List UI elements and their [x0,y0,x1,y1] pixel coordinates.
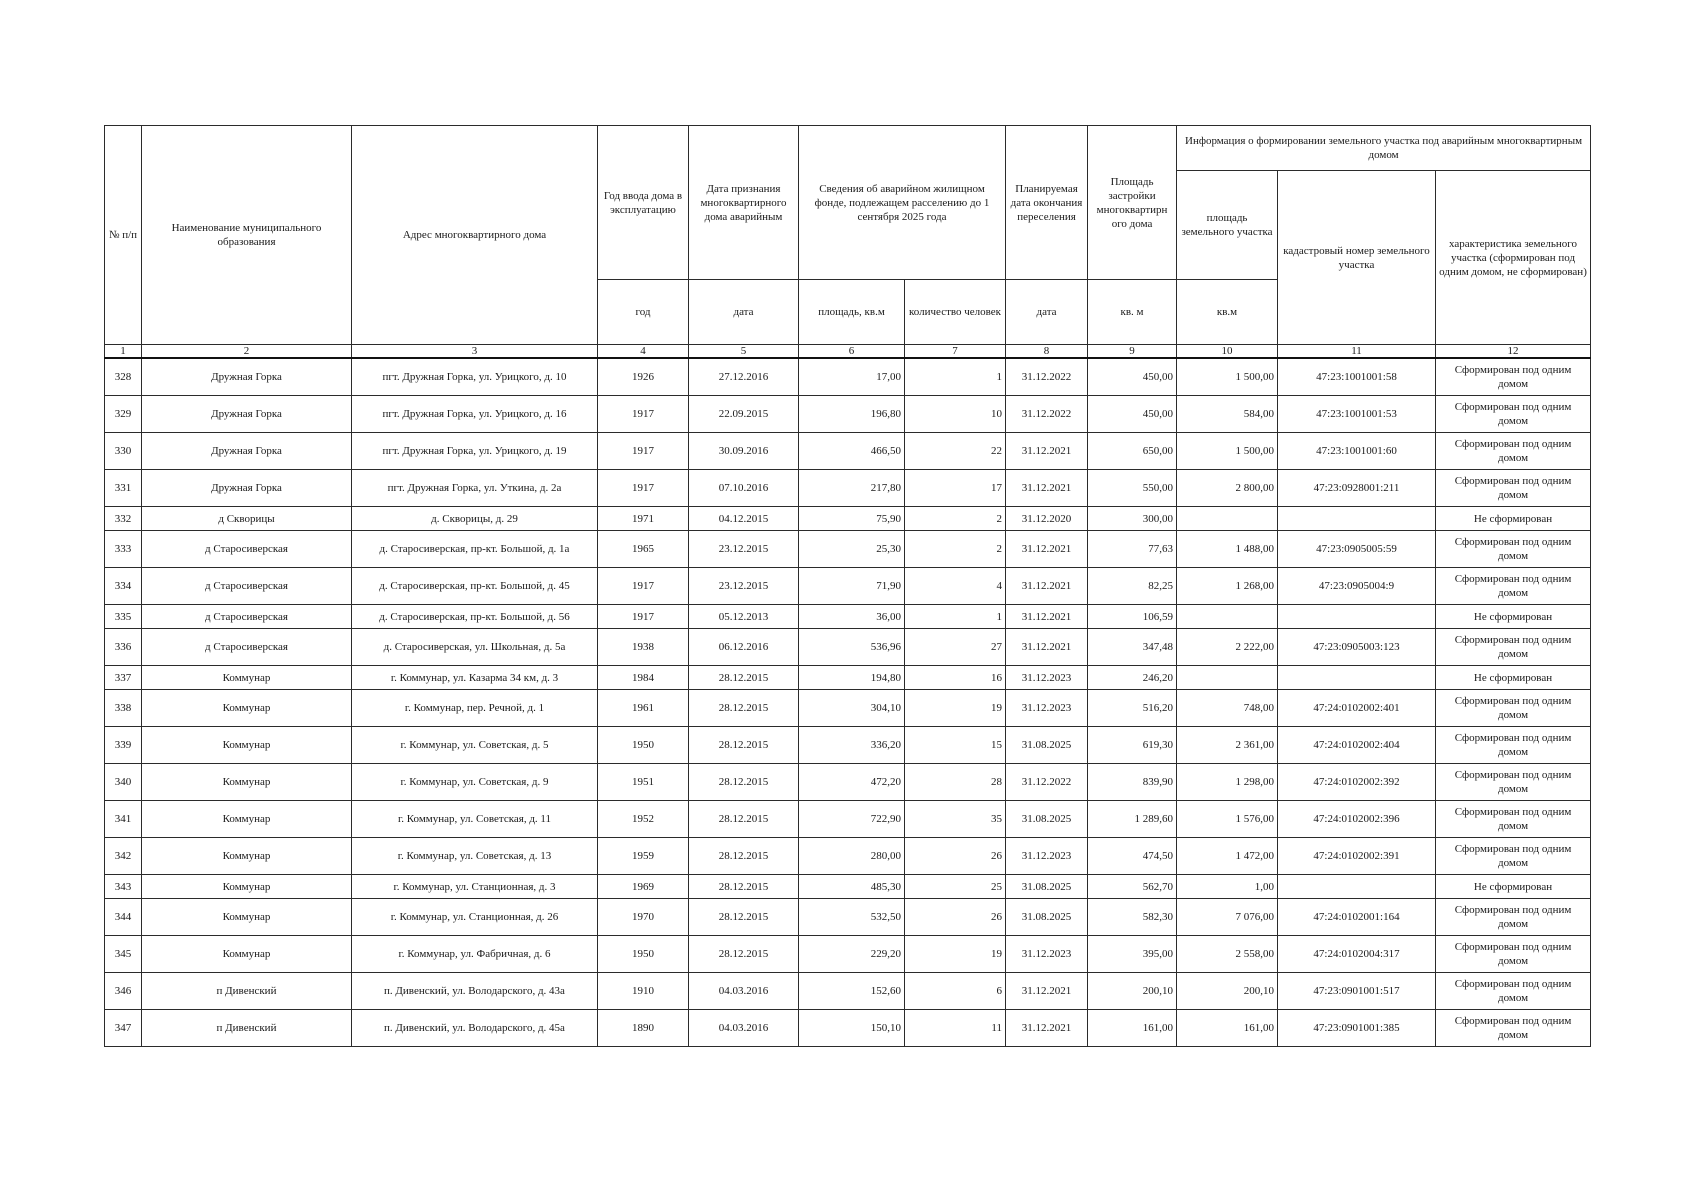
cell-building-area: 200,10 [1088,973,1177,1010]
cell-year-built: 1951 [598,764,689,801]
cell-planned-date: 31.08.2025 [1006,727,1088,764]
cell-municipality: Коммунар [142,801,352,838]
cell-address: д. Скворицы, д. 29 [352,507,598,531]
cell-building-area: 347,48 [1088,629,1177,666]
cell-address: пгт. Дружная Горка, ул. Урицкого, д. 10 [352,358,598,396]
cell-row-number: 335 [105,605,142,629]
cell-land-characteristic: Сформирован под одним домом [1436,973,1591,1010]
cell-address: д. Старосиверская, пр-кт. Большой, д. 56 [352,605,598,629]
header-year-built: Год ввода дома в эксплуатацию [598,126,689,280]
cell-planned-date: 31.12.2021 [1006,433,1088,470]
header-building-area: Площадь застройки многоквартирн ого дома [1088,126,1177,280]
cell-cadastral-number: 47:23:0901001:385 [1278,1010,1436,1047]
cell-building-area: 77,63 [1088,531,1177,568]
header-row-number: № п/п [105,126,142,345]
cell-emergency-date: 30.09.2016 [689,433,799,470]
cell-people-count: 10 [905,396,1006,433]
cell-address: д. Старосиверская, пр-кт. Большой, д. 45 [352,568,598,605]
cell-cadastral-number: 47:24:0102002:391 [1278,838,1436,875]
cell-planned-date: 31.12.2023 [1006,838,1088,875]
cell-year-built: 1950 [598,936,689,973]
cell-row-number: 341 [105,801,142,838]
cell-people-count: 15 [905,727,1006,764]
cell-planned-date: 31.12.2021 [1006,531,1088,568]
cell-row-number: 347 [105,1010,142,1047]
cell-area: 532,50 [799,899,905,936]
cell-year-built: 1961 [598,690,689,727]
cell-land-characteristic: Сформирован под одним домом [1436,396,1591,433]
column-number: 2 [142,345,352,359]
table-row [105,801,1591,838]
cell-municipality: Дружная Горка [142,433,352,470]
cell-people-count: 4 [905,568,1006,605]
cell-emergency-date: 06.12.2016 [689,629,799,666]
cell-address: пгт. Дружная Горка, ул. Уткина, д. 2а [352,470,598,507]
cell-cadastral-number [1278,666,1436,690]
cell-row-number: 343 [105,875,142,899]
cell-address: г. Коммунар, пер. Речной, д. 1 [352,690,598,727]
cell-cadastral-number: 47:24:0102001:164 [1278,899,1436,936]
cell-row-number: 337 [105,666,142,690]
table-row [105,1010,1591,1047]
cell-people-count: 1 [905,605,1006,629]
cell-cadastral-number: 47:23:0901001:517 [1278,973,1436,1010]
cell-building-area: 450,00 [1088,396,1177,433]
column-number: 5 [689,345,799,359]
cell-people-count: 19 [905,936,1006,973]
cell-area: 36,00 [799,605,905,629]
cell-land-area: 2 800,00 [1177,470,1278,507]
cell-address: д. Старосиверская, пр-кт. Большой, д. 1а [352,531,598,568]
cell-year-built: 1969 [598,875,689,899]
cell-land-area: 2 222,00 [1177,629,1278,666]
cell-area: 466,50 [799,433,905,470]
cell-municipality: Коммунар [142,899,352,936]
cell-land-area [1177,605,1278,629]
cell-row-number: 336 [105,629,142,666]
cell-municipality: д Старосиверская [142,568,352,605]
cell-row-number: 328 [105,358,142,396]
cell-area: 336,20 [799,727,905,764]
cell-emergency-date: 04.03.2016 [689,973,799,1010]
cell-year-built: 1917 [598,433,689,470]
cell-year-built: 1950 [598,727,689,764]
column-number: 11 [1278,345,1436,359]
cell-address: г. Коммунар, ул. Советская, д. 9 [352,764,598,801]
cell-row-number: 346 [105,973,142,1010]
cell-land-characteristic: Сформирован под одним домом [1436,936,1591,973]
cell-people-count: 25 [905,875,1006,899]
cell-building-area: 650,00 [1088,433,1177,470]
cell-planned-date: 31.12.2022 [1006,396,1088,433]
cell-land-characteristic: Не сформирован [1436,507,1591,531]
cell-municipality: Дружная Горка [142,358,352,396]
cell-people-count: 35 [905,801,1006,838]
cell-planned-date: 31.12.2022 [1006,358,1088,396]
cell-land-area: 1 298,00 [1177,764,1278,801]
cell-people-count: 22 [905,433,1006,470]
cell-municipality: д Старосиверская [142,605,352,629]
cell-building-area: 550,00 [1088,470,1177,507]
cell-area: 280,00 [799,838,905,875]
cell-row-number: 338 [105,690,142,727]
cell-people-count: 26 [905,899,1006,936]
cell-emergency-date: 28.12.2015 [689,727,799,764]
cell-people-count: 28 [905,764,1006,801]
cell-land-area: 7 076,00 [1177,899,1278,936]
table-row [105,666,1591,690]
cell-row-number: 332 [105,507,142,531]
cell-year-built: 1965 [598,531,689,568]
unit-building-area: кв. м [1088,280,1177,345]
cell-address: д. Старосиверская, ул. Школьная, д. 5а [352,629,598,666]
cell-year-built: 1938 [598,629,689,666]
cell-land-characteristic: Не сформирован [1436,666,1591,690]
table-row [105,838,1591,875]
cell-area: 229,20 [799,936,905,973]
unit-planned-date: дата [1006,280,1088,345]
cell-emergency-date: 28.12.2015 [689,666,799,690]
cell-emergency-date: 04.03.2016 [689,1010,799,1047]
cell-land-area: 161,00 [1177,1010,1278,1047]
cell-row-number: 342 [105,838,142,875]
cell-cadastral-number: 47:23:0905004:9 [1278,568,1436,605]
cell-land-characteristic: Не сформирован [1436,875,1591,899]
cell-land-area [1177,666,1278,690]
cell-land-area: 2 361,00 [1177,727,1278,764]
cell-area: 71,90 [799,568,905,605]
cell-cadastral-number: 47:24:0102004:317 [1278,936,1436,973]
header-land-characteristic: характеристика земельного участка (сформирован под одним домом, не сформирован) [1436,171,1591,345]
column-number: 7 [905,345,1006,359]
table-row [105,690,1591,727]
table-row [105,433,1591,470]
table-row [105,470,1591,507]
cell-land-area: 1 500,00 [1177,433,1278,470]
cell-emergency-date: 23.12.2015 [689,531,799,568]
cell-municipality: Коммунар [142,690,352,727]
table-row [105,764,1591,801]
cell-year-built: 1917 [598,396,689,433]
cell-land-characteristic: Сформирован под одним домом [1436,801,1591,838]
cell-people-count: 2 [905,507,1006,531]
cell-cadastral-number [1278,507,1436,531]
cell-people-count: 17 [905,470,1006,507]
cell-row-number: 345 [105,936,142,973]
cell-area: 194,80 [799,666,905,690]
cell-area: 17,00 [799,358,905,396]
cell-building-area: 246,20 [1088,666,1177,690]
cell-planned-date: 31.12.2021 [1006,605,1088,629]
cell-address: г. Коммунар, ул. Станционная, д. 26 [352,899,598,936]
column-number: 12 [1436,345,1591,359]
cell-year-built: 1952 [598,801,689,838]
cell-year-built: 1910 [598,973,689,1010]
table-row [105,875,1591,899]
cell-land-characteristic: Сформирован под одним домом [1436,838,1591,875]
cell-year-built: 1890 [598,1010,689,1047]
cell-row-number: 330 [105,433,142,470]
cell-year-built: 1959 [598,838,689,875]
cell-building-area: 300,00 [1088,507,1177,531]
cell-municipality: д Старосиверская [142,531,352,568]
cell-area: 150,10 [799,1010,905,1047]
cell-emergency-date: 28.12.2015 [689,838,799,875]
table-row [105,358,1591,396]
cell-address: г. Коммунар, ул. Станционная, д. 3 [352,875,598,899]
cell-planned-date: 31.12.2020 [1006,507,1088,531]
cell-cadastral-number: 47:23:0928001:211 [1278,470,1436,507]
cell-planned-date: 31.12.2021 [1006,629,1088,666]
cell-area: 217,80 [799,470,905,507]
cell-municipality: Коммунар [142,875,352,899]
table-row [105,507,1591,531]
unit-people: количество человек [905,280,1006,345]
table-row [105,899,1591,936]
cell-year-built: 1984 [598,666,689,690]
cell-cadastral-number [1278,605,1436,629]
unit-date: дата [689,280,799,345]
cell-land-area: 1,00 [1177,875,1278,899]
table-row [105,396,1591,433]
cell-land-characteristic: Сформирован под одним домом [1436,727,1591,764]
cell-address: г. Коммунар, ул. Фабричная, д. 6 [352,936,598,973]
cell-building-area: 395,00 [1088,936,1177,973]
header-land-area: площадь земельного участка [1177,171,1278,280]
cell-emergency-date: 05.12.2013 [689,605,799,629]
column-number: 6 [799,345,905,359]
table-body [105,358,1591,1047]
cell-building-area: 582,30 [1088,899,1177,936]
cell-land-characteristic: Сформирован под одним домом [1436,433,1591,470]
cell-cadastral-number: 47:23:1001001:58 [1278,358,1436,396]
cell-municipality: п Дивенский [142,973,352,1010]
cell-emergency-date: 28.12.2015 [689,764,799,801]
cell-emergency-date: 28.12.2015 [689,875,799,899]
cell-row-number: 334 [105,568,142,605]
cell-year-built: 1926 [598,358,689,396]
cell-people-count: 26 [905,838,1006,875]
cell-municipality: Коммунар [142,666,352,690]
cell-land-characteristic: Сформирован под одним домом [1436,470,1591,507]
cell-emergency-date: 28.12.2015 [689,936,799,973]
cell-area: 472,20 [799,764,905,801]
cell-row-number: 331 [105,470,142,507]
header-land-plot-group: Информация о формировании земельного участка под аварийным многоквартирным домом [1177,126,1591,171]
cell-building-area: 516,20 [1088,690,1177,727]
cell-area: 152,60 [799,973,905,1010]
cell-cadastral-number: 47:23:0905003:123 [1278,629,1436,666]
cell-land-area: 2 558,00 [1177,936,1278,973]
cell-row-number: 339 [105,727,142,764]
column-number: 1 [105,345,142,359]
cell-emergency-date: 28.12.2015 [689,899,799,936]
cell-emergency-date: 28.12.2015 [689,801,799,838]
table-row [105,727,1591,764]
cell-planned-date: 31.12.2021 [1006,973,1088,1010]
resettlement-table [104,125,1591,1047]
cell-people-count: 11 [905,1010,1006,1047]
table-row [105,936,1591,973]
cell-land-characteristic: Сформирован под одним домом [1436,629,1591,666]
cell-municipality: Дружная Горка [142,470,352,507]
cell-land-characteristic: Сформирован под одним домом [1436,764,1591,801]
cell-land-area: 1 268,00 [1177,568,1278,605]
column-number-row [105,345,1591,359]
cell-planned-date: 31.08.2025 [1006,801,1088,838]
cell-area: 304,10 [799,690,905,727]
cell-cadastral-number: 47:24:0102002:396 [1278,801,1436,838]
cell-year-built: 1970 [598,899,689,936]
cell-planned-date: 31.08.2025 [1006,875,1088,899]
cell-land-characteristic: Сформирован под одним домом [1436,899,1591,936]
header-emergency-date: Дата признания многоквартирного дома аварийным [689,126,799,280]
cell-area: 722,90 [799,801,905,838]
cell-building-area: 450,00 [1088,358,1177,396]
cell-building-area: 161,00 [1088,1010,1177,1047]
cell-building-area: 562,70 [1088,875,1177,899]
cell-cadastral-number [1278,875,1436,899]
cell-people-count: 16 [905,666,1006,690]
cell-municipality: Коммунар [142,727,352,764]
cell-land-characteristic: Сформирован под одним домом [1436,531,1591,568]
cell-municipality: п Дивенский [142,1010,352,1047]
unit-land-area: кв.м [1177,280,1278,345]
table-row [105,605,1591,629]
cell-planned-date: 31.12.2023 [1006,690,1088,727]
cell-row-number: 329 [105,396,142,433]
cell-planned-date: 31.12.2023 [1006,936,1088,973]
cell-land-area: 200,10 [1177,973,1278,1010]
cell-municipality: д Скворицы [142,507,352,531]
cell-area: 485,30 [799,875,905,899]
table-row [105,568,1591,605]
cell-planned-date: 31.08.2025 [1006,899,1088,936]
cell-year-built: 1917 [598,568,689,605]
cell-address: г. Коммунар, ул. Казарма 34 км, д. 3 [352,666,598,690]
cell-address: г. Коммунар, ул. Советская, д. 13 [352,838,598,875]
cell-land-characteristic: Не сформирован [1436,605,1591,629]
cell-land-area: 1 488,00 [1177,531,1278,568]
column-number: 4 [598,345,689,359]
table-row [105,973,1591,1010]
cell-year-built: 1917 [598,605,689,629]
cell-row-number: 333 [105,531,142,568]
cell-building-area: 106,59 [1088,605,1177,629]
cell-planned-date: 31.12.2021 [1006,568,1088,605]
table-header [105,126,1591,359]
cell-land-area [1177,507,1278,531]
cell-cadastral-number: 47:24:0102002:404 [1278,727,1436,764]
cell-address: г. Коммунар, ул. Советская, д. 5 [352,727,598,764]
cell-address: п. Дивенский, ул. Володарского, д. 43а [352,973,598,1010]
cell-planned-date: 31.12.2021 [1006,470,1088,507]
cell-cadastral-number: 47:23:0905005:59 [1278,531,1436,568]
cell-cadastral-number: 47:23:1001001:60 [1278,433,1436,470]
cell-emergency-date: 07.10.2016 [689,470,799,507]
cell-cadastral-number: 47:24:0102002:392 [1278,764,1436,801]
cell-planned-date: 31.12.2023 [1006,666,1088,690]
cell-land-area: 748,00 [1177,690,1278,727]
cell-year-built: 1971 [598,507,689,531]
column-number: 8 [1006,345,1088,359]
cell-area: 75,90 [799,507,905,531]
cell-row-number: 340 [105,764,142,801]
cell-emergency-date: 04.12.2015 [689,507,799,531]
cell-land-area: 584,00 [1177,396,1278,433]
cell-cadastral-number: 47:23:1001001:53 [1278,396,1436,433]
cell-land-area: 1 500,00 [1177,358,1278,396]
cell-people-count: 27 [905,629,1006,666]
header-municipality: Наименование муниципального образования [142,126,352,345]
cell-area: 196,80 [799,396,905,433]
cell-building-area: 1 289,60 [1088,801,1177,838]
cell-land-characteristic: Сформирован под одним домом [1436,568,1591,605]
cell-land-characteristic: Сформирован под одним домом [1436,358,1591,396]
cell-people-count: 6 [905,973,1006,1010]
cell-building-area: 82,25 [1088,568,1177,605]
cell-land-area: 1 472,00 [1177,838,1278,875]
cell-emergency-date: 22.09.2015 [689,396,799,433]
cell-emergency-date: 27.12.2016 [689,358,799,396]
cell-building-area: 839,90 [1088,764,1177,801]
cell-municipality: Дружная Горка [142,396,352,433]
cell-area: 536,96 [799,629,905,666]
header-planned-date: Планируемая дата окончания переселения [1006,126,1088,280]
cell-cadastral-number: 47:24:0102002:401 [1278,690,1436,727]
cell-planned-date: 31.12.2022 [1006,764,1088,801]
cell-row-number: 344 [105,899,142,936]
unit-year: год [598,280,689,345]
cell-land-area: 1 576,00 [1177,801,1278,838]
cell-emergency-date: 23.12.2015 [689,568,799,605]
cell-address: г. Коммунар, ул. Советская, д. 11 [352,801,598,838]
cell-municipality: д Старосиверская [142,629,352,666]
column-number: 9 [1088,345,1177,359]
cell-address: пгт. Дружная Горка, ул. Урицкого, д. 19 [352,433,598,470]
cell-people-count: 2 [905,531,1006,568]
cell-land-characteristic: Сформирован под одним домом [1436,1010,1591,1047]
cell-building-area: 474,50 [1088,838,1177,875]
column-number: 10 [1177,345,1278,359]
cell-address: пгт. Дружная Горка, ул. Урицкого, д. 16 [352,396,598,433]
header-address: Адрес многоквартирного дома [352,126,598,345]
cell-area: 25,30 [799,531,905,568]
header-emergency-fund: Сведения об аварийном жилищном фонде, подлежащем расселению до 1 сентября 2025 года [799,126,1006,280]
cell-emergency-date: 28.12.2015 [689,690,799,727]
cell-municipality: Коммунар [142,838,352,875]
cell-people-count: 1 [905,358,1006,396]
cell-year-built: 1917 [598,470,689,507]
column-number: 3 [352,345,598,359]
cell-people-count: 19 [905,690,1006,727]
cell-land-characteristic: Сформирован под одним домом [1436,690,1591,727]
cell-planned-date: 31.12.2021 [1006,1010,1088,1047]
cell-municipality: Коммунар [142,936,352,973]
table-row [105,531,1591,568]
cell-building-area: 619,30 [1088,727,1177,764]
table-row [105,629,1591,666]
header-cadastral-number: кадастровый номер земельного участка [1278,171,1436,345]
cell-municipality: Коммунар [142,764,352,801]
cell-address: п. Дивенский, ул. Володарского, д. 45а [352,1010,598,1047]
unit-area: площадь, кв.м [799,280,905,345]
